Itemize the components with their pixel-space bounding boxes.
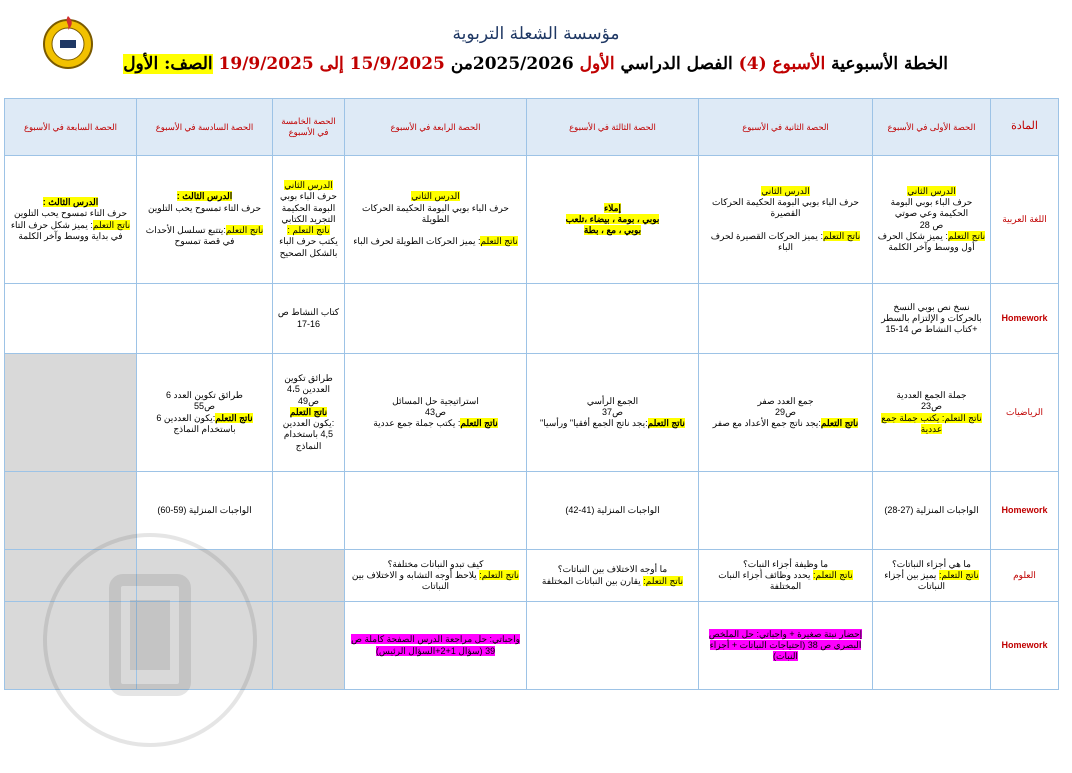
outcome-text: يقارن بين النباتات المختلفة — [541, 575, 644, 586]
lesson-question: كيف تبدو النباتات مختلفة؟ — [387, 558, 484, 569]
science-p1 — [873, 550, 991, 602]
col-period-2: الحصة الثانية في الأسبوع — [699, 99, 873, 156]
outcome-text: :يكون العددين 4,5 باستخدام النماذج — [282, 418, 335, 451]
lesson-title: الدرس الثاني — [284, 180, 333, 191]
week-label: الأسبوع — [772, 54, 826, 74]
arabic-homework-row — [5, 284, 1059, 354]
outcome-text: يميز بين أجزاء النباتات — [884, 569, 946, 592]
science-hw-text: واجباتي: حل مراجعة الدرس الصفحة كاملة ص 39 (سؤال 1+2+السؤال الرئيس) — [351, 634, 520, 656]
lesson-title: الدرس الثاني — [411, 191, 460, 202]
lesson-title: الجمع الرأسي — [586, 395, 639, 406]
homework-label: Homework — [991, 602, 1059, 690]
lesson-page: ص37 — [602, 406, 623, 417]
math-hw-p6: الواجبات المنزلية (59-60) — [137, 472, 273, 550]
math-homework-row — [5, 472, 1059, 550]
header-row — [5, 99, 1059, 156]
arabic-p6 — [137, 156, 273, 284]
lesson-text: حرف التاء تمسوح يحب التلوين — [13, 208, 128, 219]
arabic-p7 — [5, 156, 137, 284]
outcome-text: يكتب حرف الباء بالشكل الصحيح — [279, 236, 338, 258]
arabic-hw-p5: كتاب النشاط ص 16-17 — [273, 284, 345, 354]
outcome-label: ناتج التعلم — [944, 412, 982, 423]
arabic-p5 — [273, 156, 345, 284]
lesson-title: الدرس الثاني — [761, 185, 810, 196]
lesson-page: ص55 — [194, 401, 215, 412]
outcome-text: :يتتبع تسلسل الأحداث في قصة تمسوح — [145, 225, 235, 247]
science-hw-p6 — [137, 602, 273, 690]
arabic-hw-p1: نسخ نص بوبي النسخ بالحركات و الإلتزام بالسطر +كتاب النشاط ص 14-15 — [873, 284, 991, 354]
arabic-p3 — [527, 156, 699, 284]
subject-math: الرياضيات — [991, 354, 1059, 472]
lesson-title: الدرس الثالث : — [176, 191, 233, 202]
math-p6 — [137, 354, 273, 472]
lesson-page: ص49 — [298, 395, 319, 406]
col-subject: المادة — [991, 99, 1059, 156]
outcome-label: ناتج التعلم — [947, 230, 986, 241]
outcome-text: : يميز شكل الحرف أول ووسط وآخر الكلمة — [877, 230, 975, 252]
outcome-text: :يكون العددين 6 باستخدام النماذج — [156, 412, 236, 434]
lesson-text: حرف التاء تمسوح يحب التلوين — [147, 202, 262, 213]
lesson-page: ص23 — [921, 401, 942, 412]
science-p4 — [345, 550, 527, 602]
arabic-hw-p2 — [699, 284, 873, 354]
math-p4 — [345, 354, 527, 472]
semester-label: الفصل الدراسي — [620, 54, 733, 74]
academic-year: 2025/2026 — [472, 54, 574, 74]
col-period-5: الحصة الخامسة في الأسبوع — [273, 99, 345, 156]
outcome-text: : يميز شكل حرف التاء في بداية ووسط وآخر الكلمة — [10, 219, 123, 241]
science-p2 — [699, 550, 873, 602]
lesson-text: حرف الباء بوبي البومة الحكيمة الحركات القصيرة — [712, 197, 859, 219]
outcome-label: ناتج التعلم — [92, 219, 131, 230]
math-p2 — [699, 354, 873, 472]
lesson-title: الدرس الثاني — [907, 185, 956, 196]
lesson-question: ما وظيفة أجزاء النبات؟ — [742, 558, 829, 569]
outcome-label: ناتج التعلم — [215, 412, 253, 423]
lesson-question: ما أوجه الاختلاف بين النباتات؟ — [557, 564, 668, 575]
science-hw-p4 — [345, 602, 527, 690]
science-hw-p2 — [699, 602, 873, 690]
lesson-page: ص43 — [425, 406, 446, 417]
science-hw-p5 — [273, 602, 345, 690]
math-p3 — [527, 354, 699, 472]
outcome-label: ناتج التعلم: — [479, 569, 520, 580]
math-p5 — [273, 354, 345, 472]
from-label: من — [450, 54, 473, 74]
outcome-label: ناتج التعلم — [822, 230, 861, 241]
arabic-p2 — [699, 156, 873, 284]
grade-label: الصف: الأول — [123, 54, 213, 74]
semester-value: الأول — [579, 54, 615, 74]
plan-title: الخطة الأسبوعية — [831, 54, 948, 74]
col-period-4: الحصة الرابعة في الأسبوع — [345, 99, 527, 156]
outcome-label: ناتج التعلم — [647, 418, 685, 429]
week-number: (4) — [738, 54, 767, 74]
arabic-p1 — [873, 156, 991, 284]
col-period-1: الحصة الأولى في الأسبوع — [873, 99, 991, 156]
science-p7 — [5, 550, 137, 602]
subject-arabic: اللغة العربية — [991, 156, 1059, 284]
outcome-label: ناتج التعلم: — [812, 569, 853, 580]
dictation-words-1: بوبي ، بومة ، بيضاء ،تلعب — [565, 213, 660, 224]
arabic-p4 — [345, 156, 527, 284]
science-p5 — [273, 550, 345, 602]
outcome-text: : يكتب جملة جمع عددية — [881, 412, 945, 434]
arabic-hw-p3 — [527, 284, 699, 354]
science-hw-p1 — [873, 602, 991, 690]
outcome-label: ناتج التعلم — [289, 406, 328, 417]
science-p6 — [137, 550, 273, 602]
outcome-text: : يميز الحركات القصيرة لحرف الباء — [710, 230, 823, 252]
date-to: 19/9/2025 — [218, 54, 314, 74]
lesson-page: ص29 — [775, 406, 796, 417]
homework-label: Homework — [991, 284, 1059, 354]
lesson-text: حرف الباء بوبي البومة الحكيمة وعي صوتي — [890, 197, 973, 219]
lesson-text: حرف الباء بوبي البومة الحكيمة الحركات الطويلة — [362, 202, 509, 224]
plan-title-line — [123, 54, 948, 74]
math-p1 — [873, 354, 991, 472]
math-hw-p4 — [345, 472, 527, 550]
math-hw-p7 — [5, 472, 137, 550]
arabic-hw-p6 — [137, 284, 273, 354]
to-label: إلى — [319, 54, 344, 74]
arabic-hw-p7 — [5, 284, 137, 354]
outcome-text: يحدد وظائف أجزاء النبات المختلفة — [718, 569, 813, 592]
dictation-words-2: بوبي ، مع ، بطة — [583, 225, 642, 236]
science-p3 — [527, 550, 699, 602]
col-period-7: الحصة السابعة في الأسبوع — [5, 99, 137, 156]
lesson-text: حرف الباء بوبي البومة الحكيمة التجريد الكتابي — [280, 191, 337, 224]
lesson-page: ص 28 — [919, 219, 944, 230]
date-from: 15/9/2025 — [349, 54, 445, 74]
science-row — [5, 550, 1059, 602]
outcome-label: ناتج التعلم — [820, 418, 859, 429]
math-hw-p5 — [273, 472, 345, 550]
homework-label: Homework — [991, 472, 1059, 550]
outcome-text: : يكتب جملة جمع عددية — [373, 418, 461, 429]
science-homework-row — [5, 602, 1059, 690]
subject-science: العلوم — [991, 550, 1059, 602]
outcome-text: :يجد ناتج جمع الأعداد مع صفر — [712, 418, 821, 429]
lesson-title: جملة الجمع العددية — [896, 390, 967, 400]
math-hw-p1: الواجبات المنزلية (27-28) — [873, 472, 991, 550]
outcome-text: : يميز الحركات الطويلة لحرف الباء — [353, 236, 481, 247]
organization-name: مؤسسة الشعلة التربوية — [452, 24, 620, 44]
outcome-label: ناتج التعلم : — [287, 225, 330, 236]
page-header — [0, 0, 1072, 98]
science-hw-text: إحضار نبتة صغيرة + واجباتي: حل الملخص البصري ص 38 (احتياجات النباتات + أجزاء النبات) — [708, 628, 863, 662]
outcome-text: يلاحظ أوجه التشابه و الاختلاف بين النباتات — [351, 569, 480, 592]
col-period-6: الحصة السادسة في الأسبوع — [137, 99, 273, 156]
math-row — [5, 354, 1059, 472]
math-p7 — [5, 354, 137, 472]
lesson-question: ما هي أجزاء النباتات؟ — [892, 558, 971, 569]
outcome-label: ناتج التعلم: — [938, 569, 979, 580]
outcome-label: ناتج التعلم — [480, 236, 518, 247]
lesson-title: طرائق تكوين العددين 4،5 — [284, 373, 333, 395]
lesson-title: جمع العدد صفر — [757, 395, 814, 406]
arabic-hw-p4 — [345, 284, 527, 354]
lesson-title: استراتيجية حل المسائل — [392, 395, 479, 406]
science-hw-p7 — [5, 602, 137, 690]
math-hw-p3: الواجبات المنزلية (41-42) — [527, 472, 699, 550]
outcome-label: ناتج التعلم — [225, 225, 264, 236]
arabic-row — [5, 156, 1059, 284]
dictation-title: إملاء — [604, 202, 621, 213]
lesson-title: طرائق تكوين العدد 6 — [166, 390, 243, 400]
math-hw-p2 — [699, 472, 873, 550]
lesson-title: الدرس الثالث : — [42, 197, 99, 207]
outcome-label: ناتج التعلم: — [643, 575, 684, 586]
outcome-label: ناتج التعلم — [460, 418, 498, 429]
outcome-text: :يجد ناتج الجمع أفقيا" ورأسيا" — [540, 418, 648, 429]
col-period-3: الحصة الثالثة في الأسبوع — [527, 99, 699, 156]
science-hw-p3 — [527, 602, 699, 690]
weekly-plan-table — [4, 98, 1059, 690]
